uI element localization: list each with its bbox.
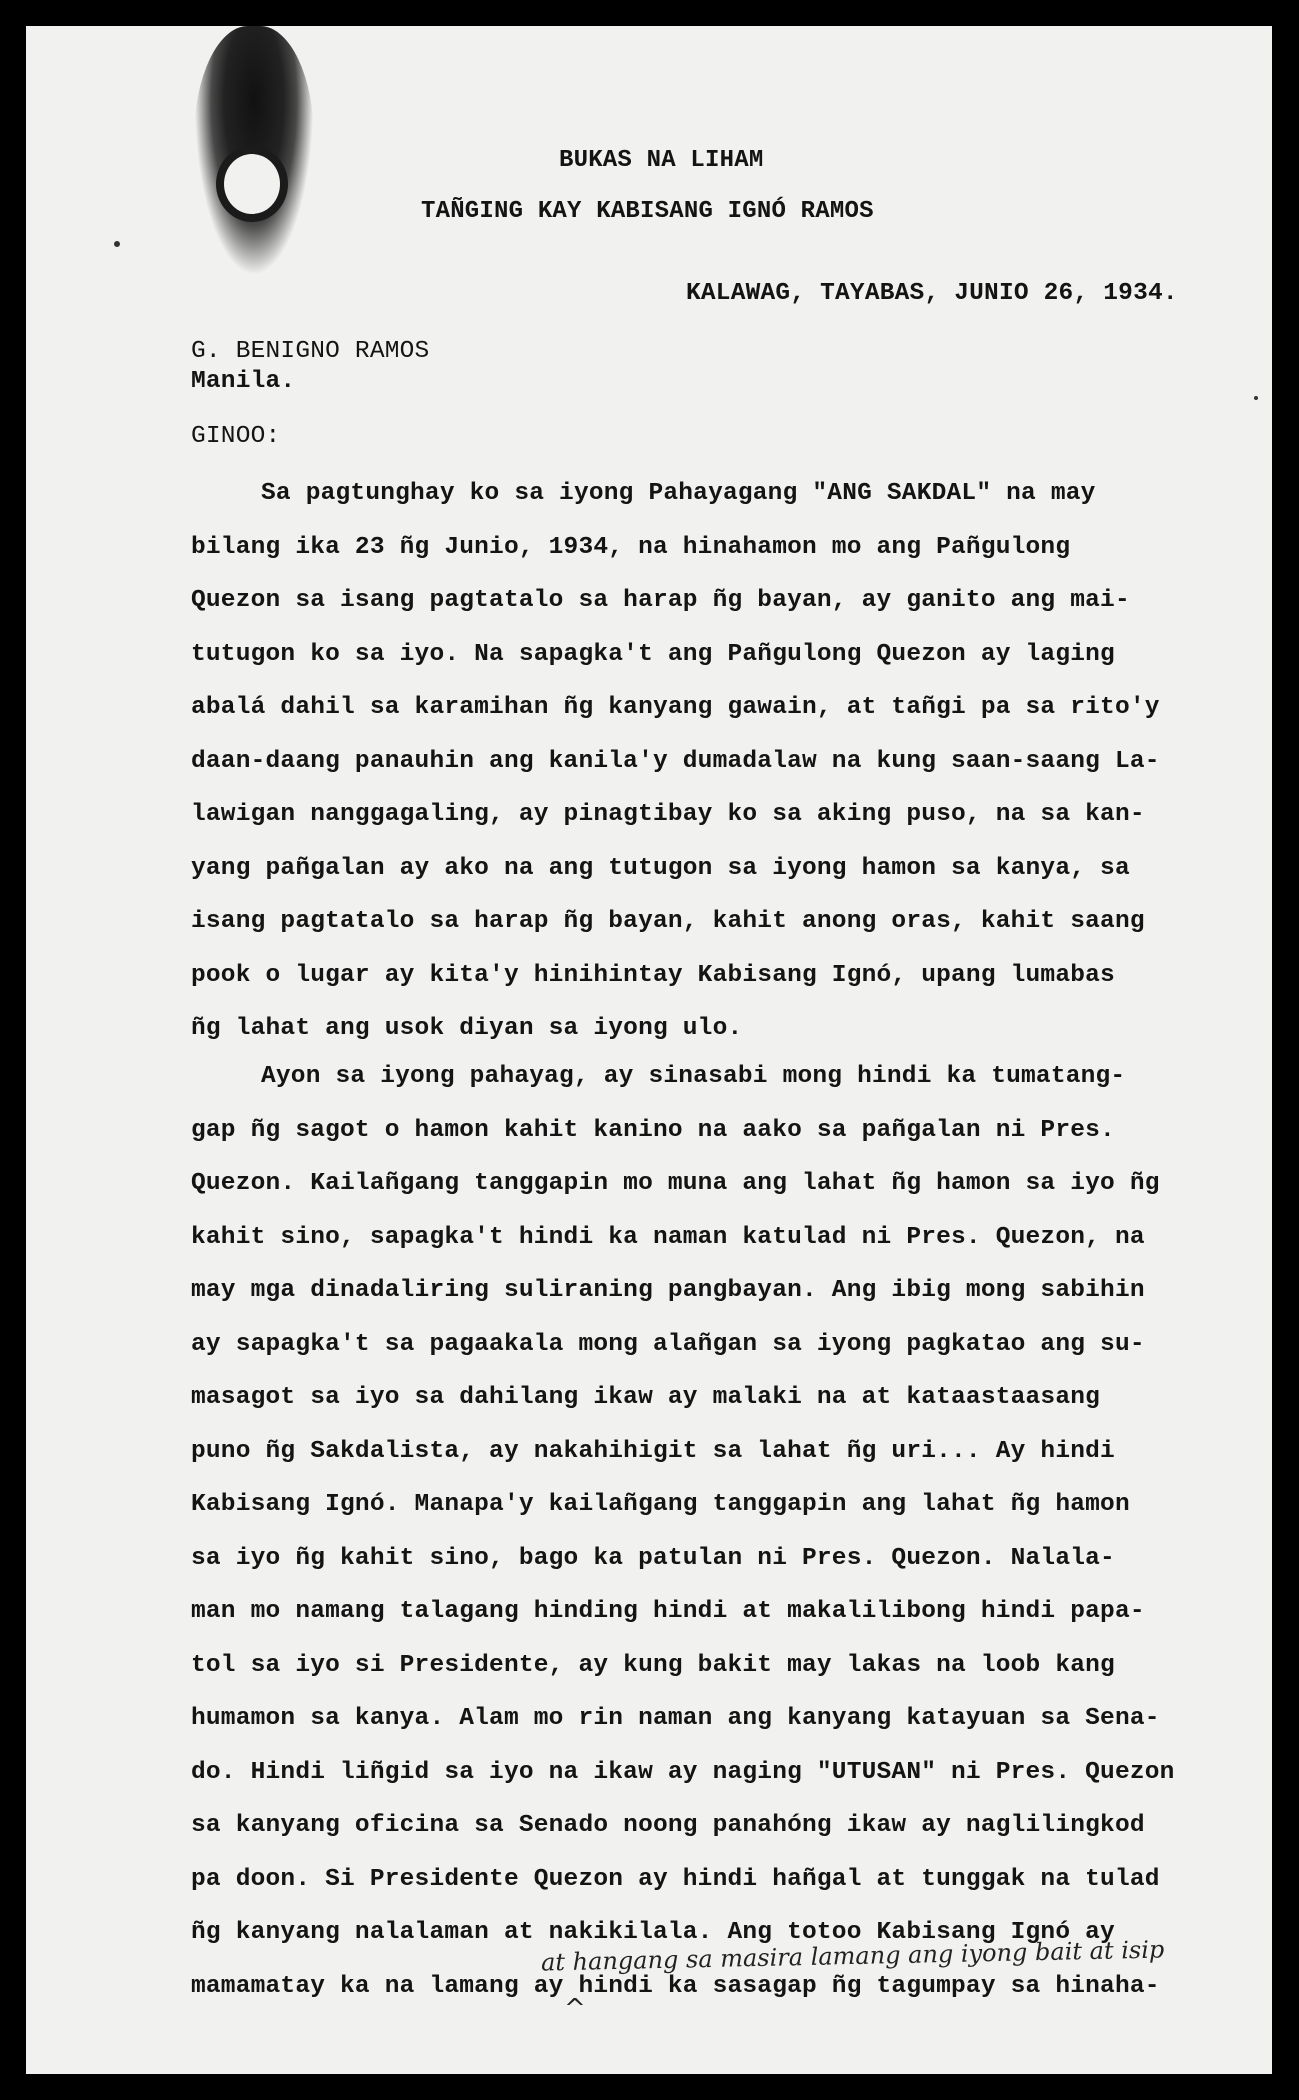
text-line: tol sa iyo si Presidente, ay kung bakit may lakas na loob kang: [191, 1651, 1115, 1679]
text-line: ay sapagka't sa pagaakala mong alañgan sa iyong pagkatao ang su-: [191, 1330, 1145, 1358]
text-line: abalá dahil sa karamihan ñg kanyang gawain, at tañgi pa sa rito'y: [191, 694, 1160, 721]
text-line: Ayon sa iyong pahayag, ay sinasabi mong hindi ka tumatang-: [261, 1063, 1126, 1090]
text-line: do. Hindi liñgid sa iyo na ikaw ay naging "UTUSAN" ni Pres. Quezon: [191, 1758, 1175, 1786]
speck: [114, 241, 120, 247]
text-line: puno ñg Sakdalista, ay nakahihigit sa lahat ñg uri... Ay hindi: [191, 1437, 1115, 1465]
paragraph-1: [191, 467, 1231, 1056]
speck: [1254, 396, 1258, 400]
salutation: GINOO:: [191, 423, 281, 450]
text-line: Quezon. Kailañgang tanggapin mo muna ang lahat ñg hamon sa iyo ñg: [191, 1170, 1160, 1197]
text-line: sa kanyang oficina sa Senado noong panahóng ikaw ay naglilingkod: [191, 1812, 1145, 1839]
text-line: tutugon ko sa iyo. Na sapagka't ang Pañgulong Quezon ay laging: [191, 640, 1115, 668]
text-line: ñg lahat ang usok diyan sa iyong ulo.: [191, 1015, 743, 1042]
text-line: man mo namang talagang hinding hindi at makalilibong hindi papa-: [191, 1598, 1145, 1625]
handwritten-insertion: at hangang sa masira lamang ang iyong bait at isip: [540, 1935, 1165, 1977]
text-line: Quezon sa isang pagtatalo sa harap ñg bayan, ay ganito ang mai-: [191, 587, 1130, 614]
dateline: KALAWAG, TAYABAS, JUNIO 26, 1934.: [686, 280, 1178, 307]
text-line: kahit sino, sapagka't hindi ka naman katulad ni Pres. Quezon, na: [191, 1223, 1145, 1251]
letter-subtitle: TAÑGING KAY KABISANG IGNÓ RAMOS: [421, 198, 874, 225]
text-line: gap ñg sagot o hamon kahit kanino na aako sa pañgalan ni Pres.: [191, 1116, 1115, 1144]
paragraph-2: [191, 1050, 1231, 2013]
text-line: mamamatay ka na lamang ay hindi ka sasagap ñg tagumpay sa hinaha-: [191, 1972, 1160, 2000]
text-line: masagot sa iyo sa dahilang ikaw ay malaki na at kataastaasang: [191, 1384, 1101, 1411]
text-line: pa doon. Si Presidente Quezon ay hindi hañgal at tunggak na tulad: [191, 1865, 1160, 1893]
letter-title: BUKAS NA LIHAM: [559, 147, 764, 174]
text-line: pook o lugar ay kita'y hinihintay Kabisang Ignó, upang lumabas: [191, 961, 1115, 989]
document-page: [26, 26, 1272, 2074]
text-line: Sa pagtunghay ko sa iyong Pahayagang "ANG SAKDAL" na may: [261, 480, 1096, 507]
addressee-city: Manila.: [191, 368, 296, 395]
text-line: may mga dinadaliring suliraning pangbayan. Ang ibig mong sabihin: [191, 1277, 1145, 1304]
text-line: daan-daang panauhin ang kanila'y dumadalaw na kung saan-saang La-: [191, 747, 1160, 775]
text-line: sa iyo ñg kahit sino, bago ka patulan ni Pres. Quezon. Nalala-: [191, 1544, 1115, 1572]
text-line: lawigan nanggagaling, ay pinagtibay ko sa aking puso, na sa kan-: [191, 801, 1145, 828]
text-line: Kabisang Ignó. Manapa'y kailañgang tanggapin ang lahat ñg hamon: [191, 1491, 1130, 1518]
text-line: bilang ika 23 ñg Junio, 1934, na hinahamon mo ang Pañgulong: [191, 533, 1071, 561]
text-line: isang pagtatalo sa harap ñg bayan, kahit anong oras, kahit saang: [191, 908, 1145, 935]
text-line: yang pañgalan ay ako na ang tutugon sa iyong hamon sa kanya, sa: [191, 854, 1130, 882]
text-line: ñg kanyang nalalaman at nakikilala. Ang totoo Kabisang Ignó ay: [191, 1919, 1115, 1946]
addressee-name: G. BENIGNO RAMOS: [191, 338, 430, 365]
text-line: humamon sa kanya. Alam mo rin naman ang kanyang katayuan sa Sena-: [191, 1705, 1160, 1732]
punch-hole: [216, 146, 288, 222]
insertion-caret: ^: [564, 1994, 586, 2024]
